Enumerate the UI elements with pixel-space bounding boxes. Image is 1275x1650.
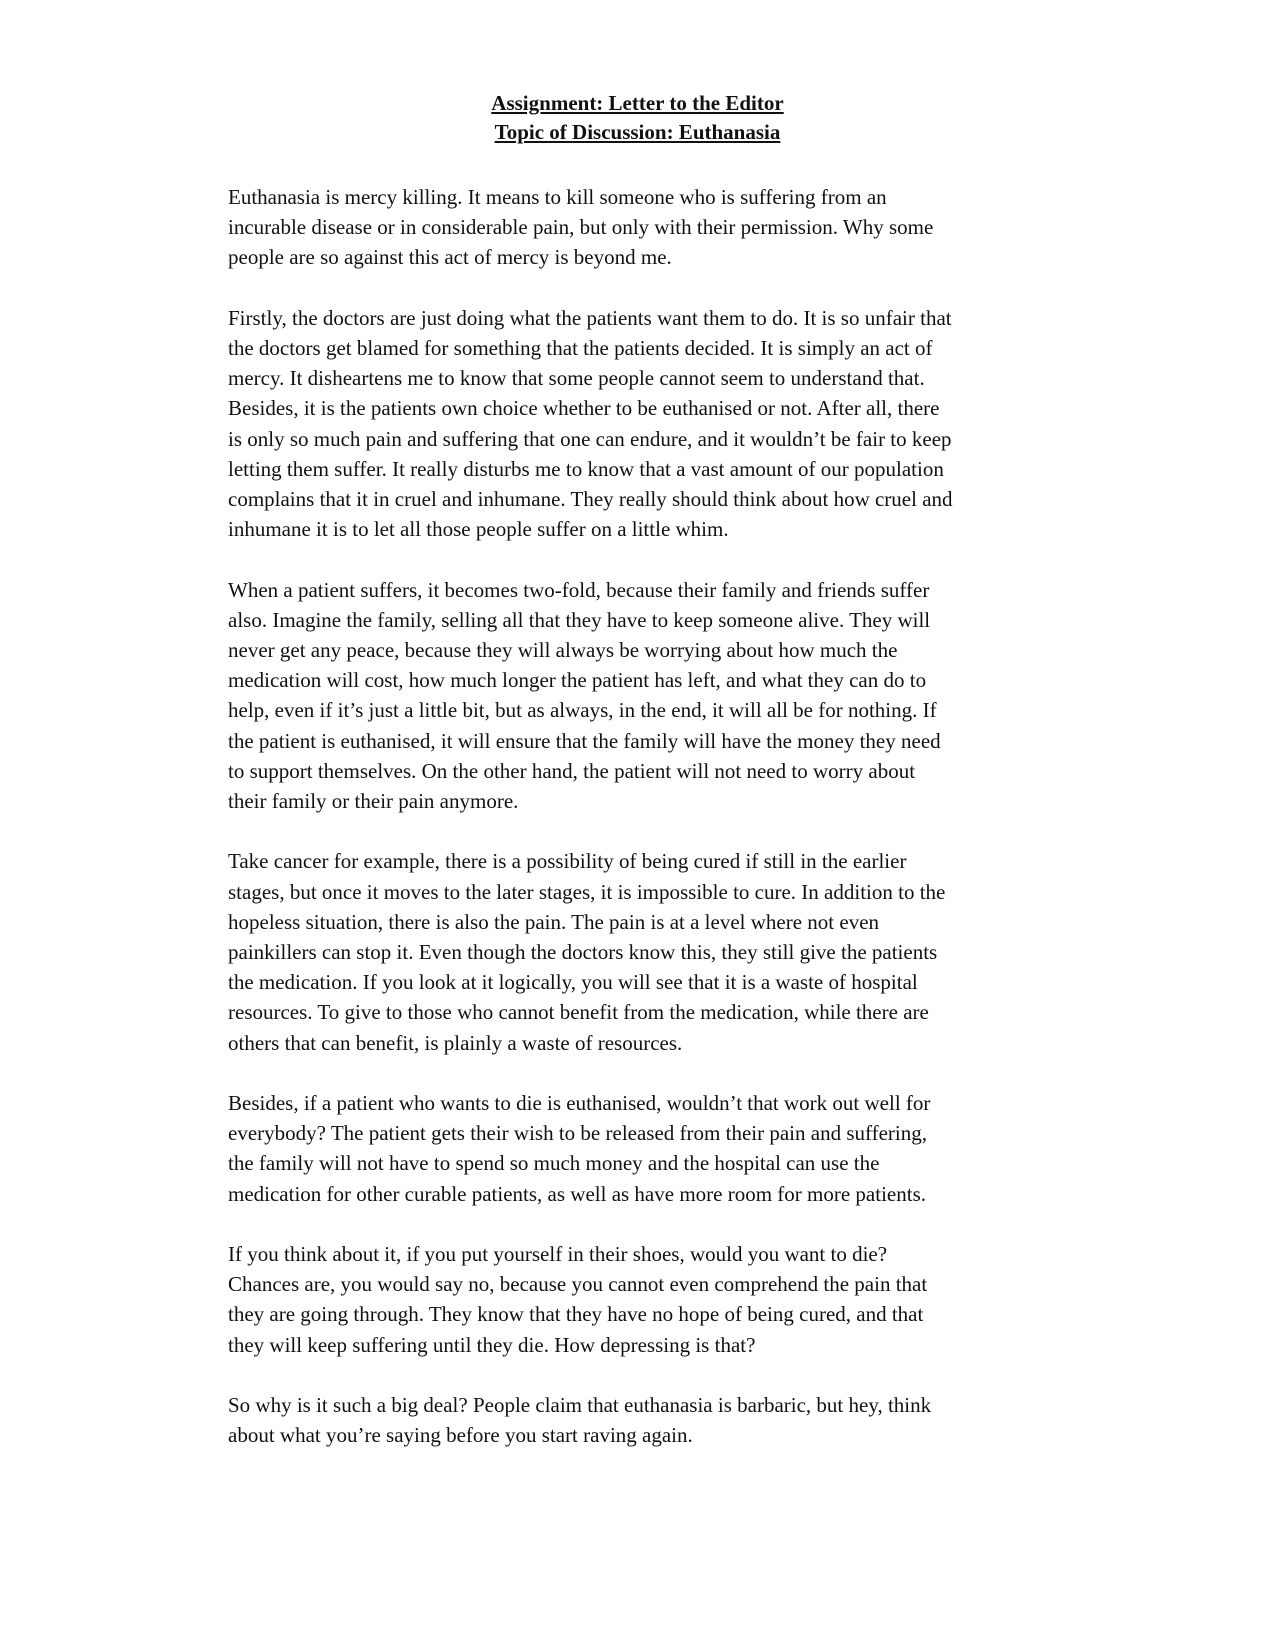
text-line: stages, but once it moves to the later stages, it is impossible to cure. In addition to the <box>228 879 946 904</box>
text-line: help, even if it’s just a little bit, but as always, in the end, it will all be for nothing. If <box>228 698 937 723</box>
text-line: Chances are, you would say no, because you cannot even comprehend the pain that <box>228 1272 928 1297</box>
text-line: complains that it in cruel and inhumane. They really should think about how cruel and <box>228 487 953 512</box>
paragraph-5 <box>228 1088 1043 1209</box>
text-line: inhumane it is to let all those people suffer on a little whim. <box>228 517 729 542</box>
text-line: their family or their pain anymore. <box>228 789 519 814</box>
text-line: Take cancer for example, there is a possibility of being cured if still in the earlier <box>228 849 907 874</box>
text-line: they will keep suffering until they die. How depressing is that? <box>228 1332 756 1357</box>
text-line: is only so much pain and suffering that one can endure, and it wouldn’t be fair to keep <box>228 426 952 451</box>
letter-body <box>228 182 1043 1481</box>
text-line: the medication. If you look at it logically, you will see that it is a waste of hospital <box>228 970 918 995</box>
text-line: incurable disease or in considerable pain, but only with their permission. Why some <box>228 215 934 240</box>
paragraph-3 <box>228 575 1043 817</box>
text-line: Besides, it is the patients own choice whether to be euthanised or not. After all, there <box>228 396 940 421</box>
text-line: everybody? The patient gets their wish to be released from their pain and suffering, <box>228 1121 927 1146</box>
topic-title: Topic of Discussion: Euthanasia <box>494 120 781 144</box>
text-line: medication will cost, how much longer the patient has left, and what they can do to <box>228 668 927 693</box>
paragraph-7 <box>228 1390 1043 1450</box>
text-line: they are going through. They know that they have no hope of being cured, and that <box>228 1302 924 1327</box>
text-line: painkillers can stop it. Even though the doctors know this, they still give the patients <box>228 940 938 965</box>
paragraph-4 <box>228 846 1043 1057</box>
text-line: So why is it such a big deal? People claim that euthanasia is barbaric, but hey, think <box>228 1393 932 1418</box>
text-line: mercy. It disheartens me to know that some people cannot seem to understand that. <box>228 366 925 391</box>
text-line: Besides, if a patient who wants to die is euthanised, wouldn’t that work out well for <box>228 1091 931 1116</box>
text-line: the patient is euthanised, it will ensure that the family will have the money they need <box>228 728 941 753</box>
text-line: to support themselves. On the other hand, the patient will not need to worry about <box>228 758 916 783</box>
paragraph-6 <box>228 1239 1043 1360</box>
text-line: medication for other curable patients, as well as have more room for more patients. <box>228 1181 927 1206</box>
text-line: people are so against this act of mercy is beyond me. <box>228 245 672 270</box>
text-line: If you think about it, if you put yourself in their shoes, would you want to die? <box>228 1242 888 1267</box>
text-line: others that can benefit, is plainly a waste of resources. <box>228 1030 683 1055</box>
text-line: never get any peace, because they will always be worrying about how much the <box>228 638 898 663</box>
text-line: hopeless situation, there is also the pain. The pain is at a level where not even <box>228 909 880 934</box>
text-line: Firstly, the doctors are just doing what the patients want them to do. It is so unfair that <box>228 305 952 330</box>
text-line: Euthanasia is mercy killing. It means to kill someone who is suffering from an <box>228 185 887 209</box>
text-line: the doctors get blamed for something that the patients decided. It is simply an act of <box>228 336 933 360</box>
paragraph-1 <box>228 182 1043 273</box>
paragraph-2 <box>228 303 1043 545</box>
text-line: resources. To give to those who cannot benefit from the medication, while there are <box>228 1000 929 1025</box>
text-line: letting them suffer. It really disturbs me to know that a vast amount of our population <box>228 456 944 481</box>
assignment-title: Assignment: Letter to the Editor <box>491 91 784 115</box>
text-line: the family will not have to spend so much money and the hospital can use the <box>228 1151 880 1176</box>
text-line: When a patient suffers, it becomes two-fold, because their family and friends suffer <box>228 577 930 602</box>
text-line: about what you’re saying before you start raving again. <box>228 1423 693 1448</box>
document-header <box>0 89 1275 147</box>
text-line: also. Imagine the family, selling all that they have to keep someone alive. They will <box>228 607 931 632</box>
